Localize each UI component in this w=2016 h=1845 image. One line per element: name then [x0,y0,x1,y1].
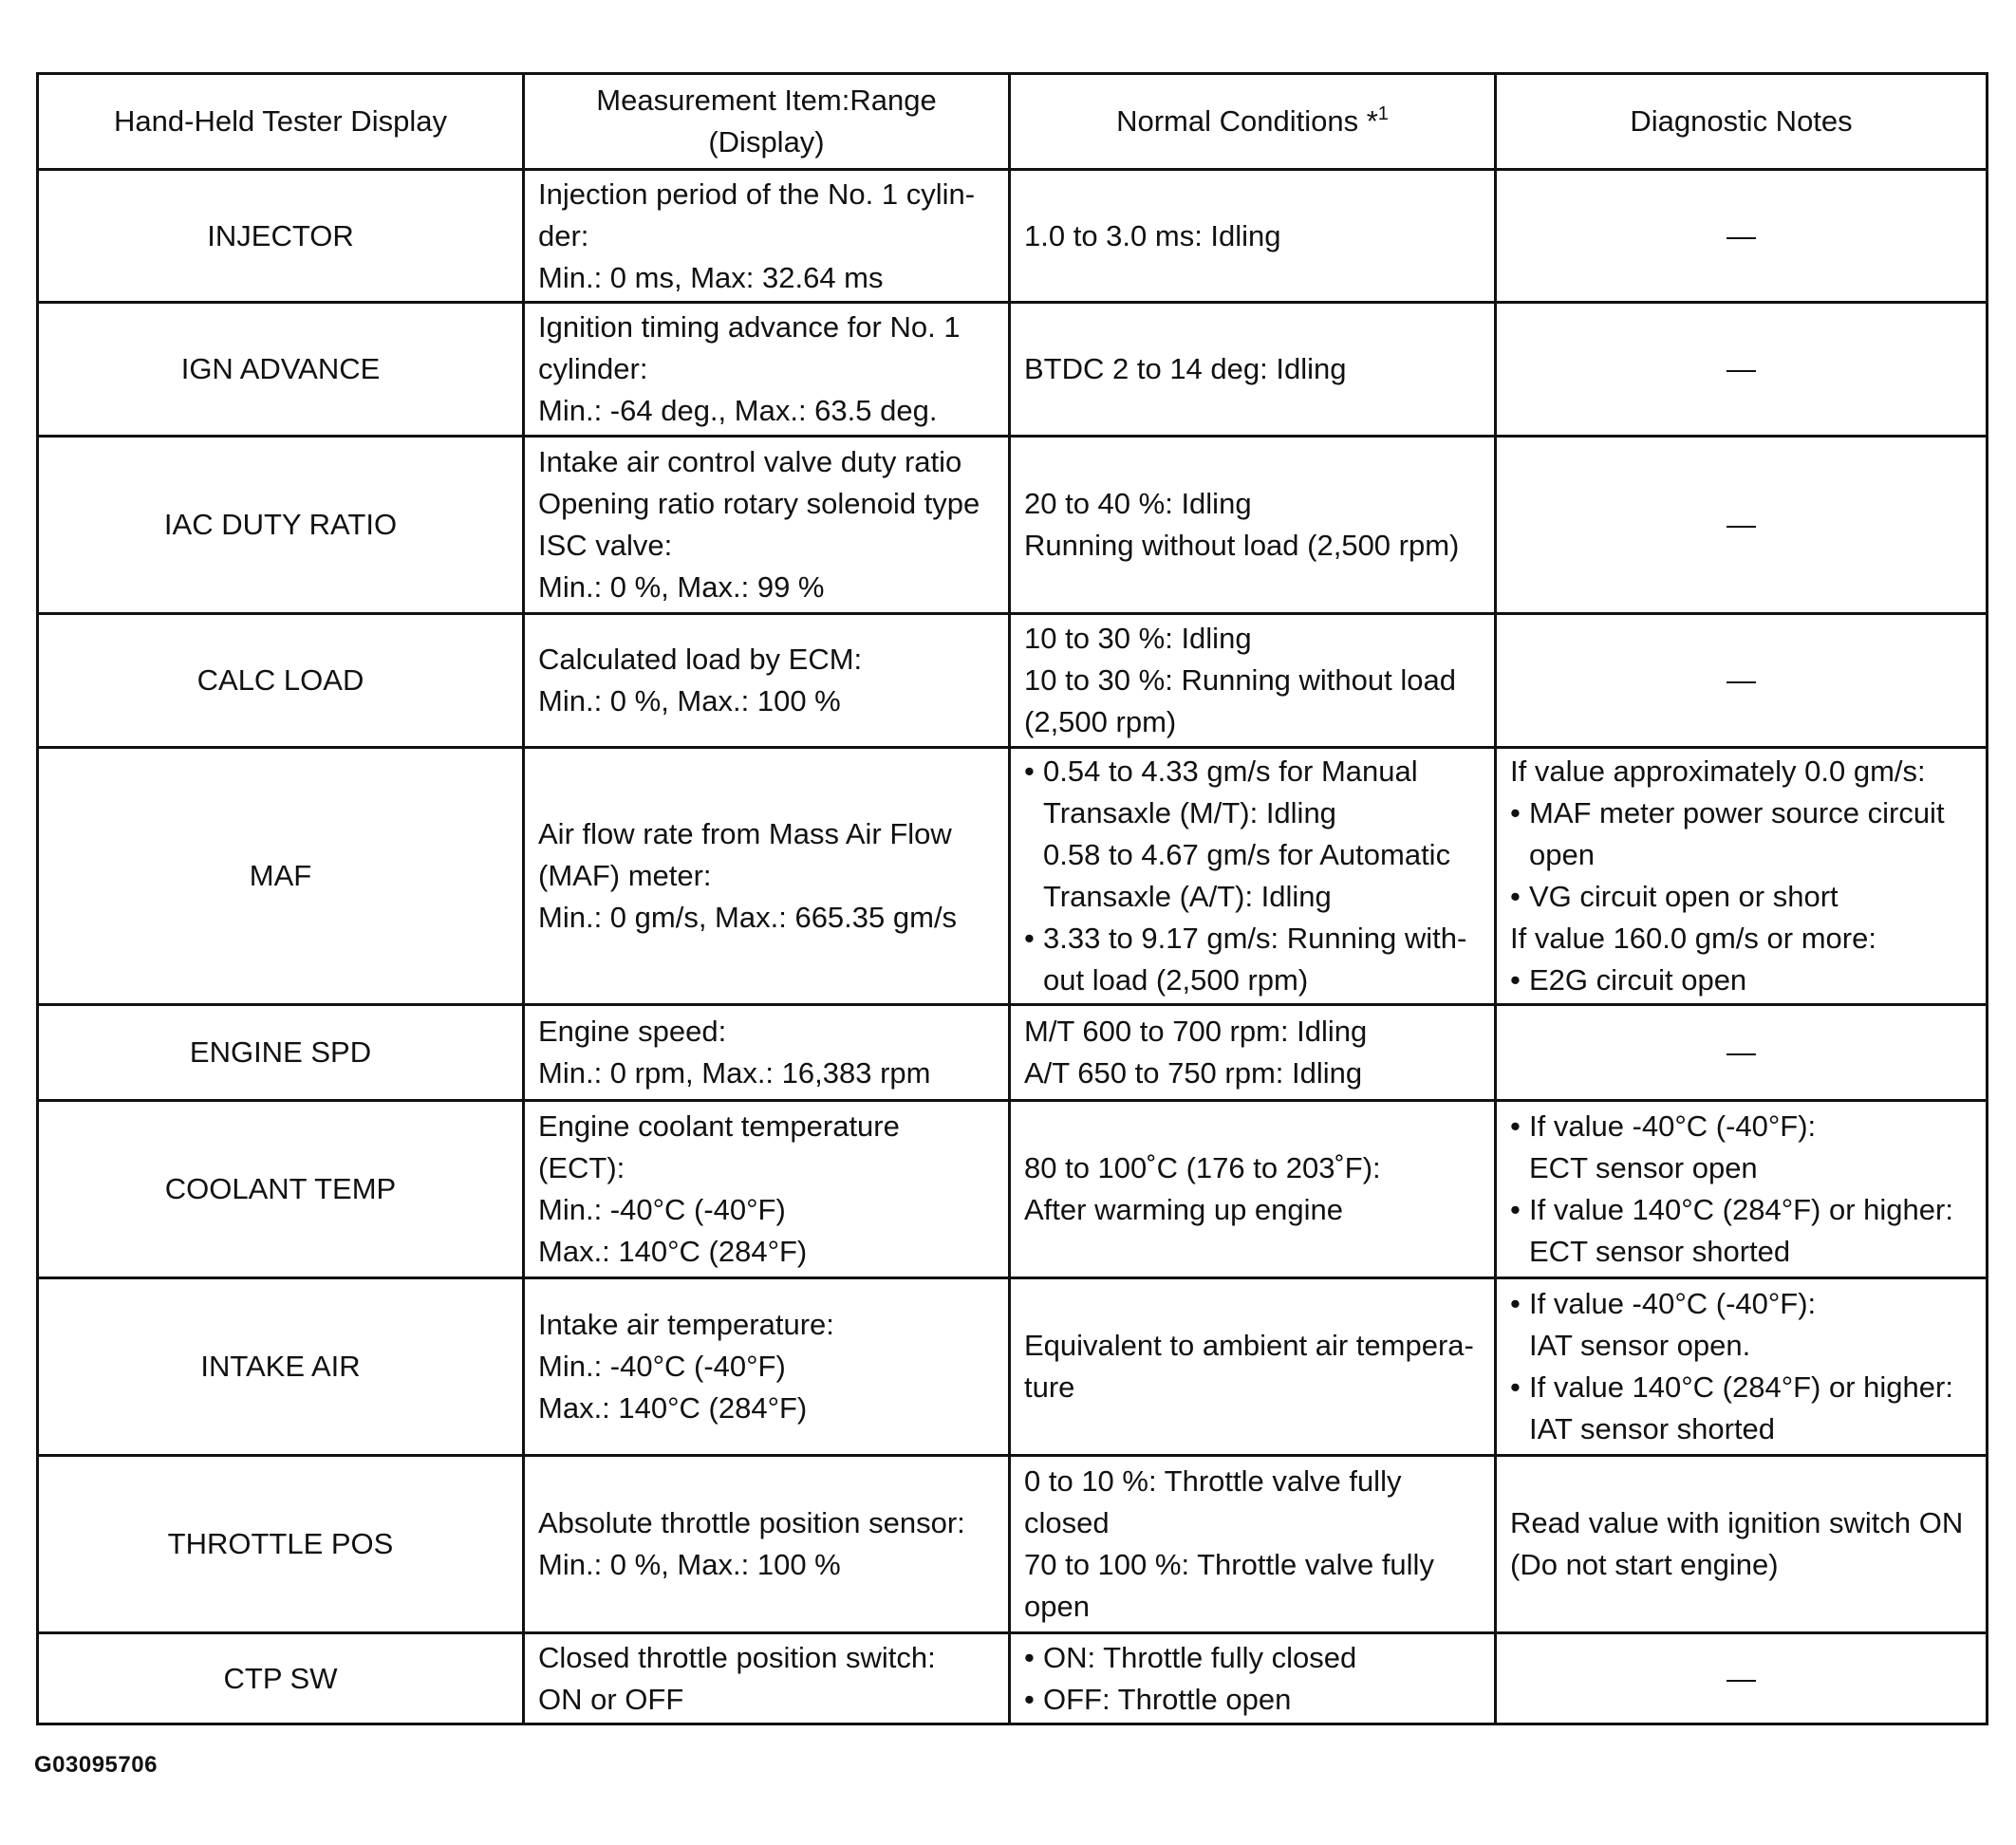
header-measurement-line: Measurement Item:Range [596,84,937,117]
bullet-item: • ON: Throttle fully closed [1024,1637,1481,1679]
cell-text-line: Engine coolant temperature [538,1109,900,1143]
cell-text-line: 10 to 30 %: Idling [1024,622,1252,655]
cell-text-line: Engine speed: [538,1015,727,1048]
cell-normal-conditions [1010,303,1496,437]
footnote-marker: 1 [1377,103,1389,124]
cell-text-line: Intake air temperature: [538,1308,834,1341]
cell-text-line: Air flow rate from Mass Air Flow [538,817,952,850]
figure-code: G03095706 [34,1752,158,1778]
cell-text-line: Opening ratio rotary solenoid type [538,487,980,520]
cell-tester-display: IAC DUTY RATIO [38,437,524,614]
cell-tester-display: MAF [38,748,524,1005]
bullet-item: • If value 140°C (284°F) or higher: [1510,1367,1972,1408]
cell-diagnostic-notes: — [1496,437,1988,614]
cell-text-line: Min.: -40°C (-40°F) [538,1350,786,1383]
cell-text-line: Injection period of the No. 1 cylin- [538,177,976,211]
cell-text-line: 10 to 30 %: Running without load [1024,663,1456,697]
cell-normal-conditions [1010,170,1496,303]
cell-text-line: ON or OFF [538,1682,684,1716]
table-row [38,437,1988,614]
bullet-continuation: out load (2,500 rpm) [1043,963,1309,997]
header-normal-conditions-label: Normal Conditions * [1116,104,1378,138]
cell-text-line: (MAF) meter: [538,859,712,892]
table-row [38,1278,1988,1456]
cell-measurement [524,1278,1010,1456]
cell-normal-conditions [1010,1456,1496,1633]
cell-normal-conditions [1010,614,1496,748]
cell-text-line: closed [1024,1506,1110,1539]
cell-diagnostic-notes [1496,1278,1988,1456]
cell-text-line: Read value with ignition switch ON [1510,1506,1964,1539]
bullet-item: • 3.33 to 9.17 gm/s: Running with- [1024,918,1481,960]
tester-display-table [36,72,1988,1725]
bullet-item: • OFF: Throttle open [1024,1679,1481,1721]
bullet-continuation: IAT sensor open. [1529,1329,1751,1362]
cell-text-line: 0 to 10 %: Throttle valve fully [1024,1464,1402,1498]
cell-tester-display: COOLANT TEMP [38,1101,524,1278]
bullet-continuation: Transaxle (M/T): Idling [1043,796,1336,829]
cell-measurement [524,1101,1010,1278]
cell-text-line: Intake air control valve duty ratio [538,445,962,478]
cell-text-line: Min.: 0 %, Max.: 99 % [538,570,825,604]
cell-text-line: Min.: 0 ms, Max: 32.64 ms [538,260,884,294]
cell-normal-conditions [1010,1633,1496,1724]
bullet-item: • E2G circuit open [1510,960,1972,1001]
cell-tester-display: INJECTOR [38,170,524,303]
cell-measurement [524,614,1010,748]
cell-measurement [524,437,1010,614]
cell-measurement [524,303,1010,437]
cell-text-line: A/T 650 to 750 rpm: Idling [1024,1056,1363,1090]
header-tester-display-label: Hand-Held Tester Display [114,104,447,138]
cell-measurement [524,170,1010,303]
cell-diagnostic-notes [1496,748,1988,1005]
cell-diagnostic-notes: — [1496,303,1988,437]
cell-tester-display: THROTTLE POS [38,1456,524,1633]
cell-text-line: 20 to 40 %: Idling [1024,487,1252,520]
cell-tester-display: ENGINE SPD [38,1005,524,1101]
table-header-row [38,74,1988,170]
table-row [38,1101,1988,1278]
cell-text-line: (Do not start engine) [1510,1548,1779,1581]
table-row [38,1633,1988,1724]
cell-text-line: Min.: 0 gm/s, Max.: 665.35 gm/s [538,901,958,934]
header-measurement-item [524,74,1010,170]
header-measurement-line: (Display) [708,125,825,158]
cell-text-line: Equivalent to ambient air tempera- [1024,1329,1474,1362]
header-normal-conditions [1010,74,1496,170]
cell-text-line: Min.: -40°C (-40°F) [538,1193,786,1226]
cell-diagnostic-notes: — [1496,170,1988,303]
cell-text-line: (2,500 rpm) [1024,705,1177,738]
cell-normal-conditions [1010,1101,1496,1278]
bullet-continuation: 0.58 to 4.67 gm/s for Automatic [1043,838,1451,871]
cell-normal-conditions [1010,1005,1496,1101]
table-row [38,303,1988,437]
cell-normal-conditions [1010,748,1496,1005]
table-row [38,614,1988,748]
bullet-item: • If value -40°C (-40°F): [1510,1106,1972,1147]
cell-text-line: BTDC 2 to 14 deg: Idling [1024,352,1347,385]
cell-text-line: M/T 600 to 700 rpm: Idling [1024,1015,1368,1048]
cell-text-line: cylinder: [538,352,648,385]
cell-measurement [524,1633,1010,1724]
cell-measurement [524,1005,1010,1101]
bullet-continuation: ECT sensor open [1529,1151,1758,1184]
cell-text-line: Max.: 140°C (284°F) [538,1391,808,1425]
table-row [38,1456,1988,1633]
cell-text-line: Ignition timing advance for No. 1 [538,310,961,344]
bullet-item: • 0.54 to 4.33 gm/s for Manual [1024,751,1481,792]
bullet-continuation: open [1529,838,1595,871]
cell-text-line: Absolute throttle position sensor: [538,1506,965,1539]
cell-normal-conditions [1010,437,1496,614]
cell-text-line: 1.0 to 3.0 ms: Idling [1024,218,1281,252]
cell-normal-conditions [1010,1278,1496,1456]
table-row [38,748,1988,1005]
cell-text-line: Min.: -64 deg., Max.: 63.5 deg. [538,394,938,427]
cell-text-line: 70 to 100 %: Throttle valve fully [1024,1548,1434,1581]
bullet-continuation: IAT sensor shorted [1529,1412,1776,1445]
cell-tester-display: INTAKE AIR [38,1278,524,1456]
cell-diagnostic-notes [1496,1101,1988,1278]
cell-text-line: (ECT): [538,1151,625,1184]
header-diagnostic-notes-label: Diagnostic Notes [1630,104,1853,138]
cell-text-line: Min.: 0 rpm, Max.: 16,383 rpm [538,1056,931,1090]
bullet-continuation: ECT sensor shorted [1529,1235,1791,1268]
cell-text-line: Min.: 0 %, Max.: 100 % [538,1548,841,1581]
bullet-item: • If value -40°C (-40°F): [1510,1283,1972,1325]
cell-tester-display: CTP SW [38,1633,524,1724]
bullet-item: • If value 140°C (284°F) or higher: [1510,1189,1972,1231]
cell-text-line: Max.: 140°C (284°F) [538,1235,808,1268]
cell-text-line: If value approximately 0.0 gm/s: [1510,755,1926,788]
cell-text-line: open [1024,1590,1090,1623]
cell-diagnostic-notes: — [1496,1633,1988,1724]
table-row [38,170,1988,303]
header-tester-display [38,74,524,170]
cell-diagnostic-notes [1496,1456,1988,1633]
cell-text-line: After warming up engine [1024,1193,1344,1226]
cell-measurement [524,748,1010,1005]
bullet-continuation: Transaxle (A/T): Idling [1043,880,1332,913]
cell-text-line: ture [1024,1370,1075,1404]
cell-tester-display: CALC LOAD [38,614,524,748]
cell-text-line: 80 to 100˚C (176 to 203˚F): [1024,1151,1381,1184]
header-diagnostic-notes [1496,74,1988,170]
cell-measurement [524,1456,1010,1633]
cell-text-line: Running without load (2,500 rpm) [1024,529,1460,562]
cell-diagnostic-notes: — [1496,614,1988,748]
cell-tester-display: IGN ADVANCE [38,303,524,437]
bullet-item: • VG circuit open or short [1510,876,1972,918]
cell-text-line: Min.: 0 %, Max.: 100 % [538,684,841,718]
table-row [38,1005,1988,1101]
cell-text-line: Closed throttle position switch: [538,1640,936,1674]
cell-text-line: If value 160.0 gm/s or more: [1510,922,1876,955]
cell-text-line: Calculated load by ECM: [538,643,863,676]
bullet-item: • MAF meter power source circuit [1510,792,1972,834]
cell-text-line: der: [538,218,589,252]
cell-text-line: ISC valve: [538,529,673,562]
cell-diagnostic-notes: — [1496,1005,1988,1101]
